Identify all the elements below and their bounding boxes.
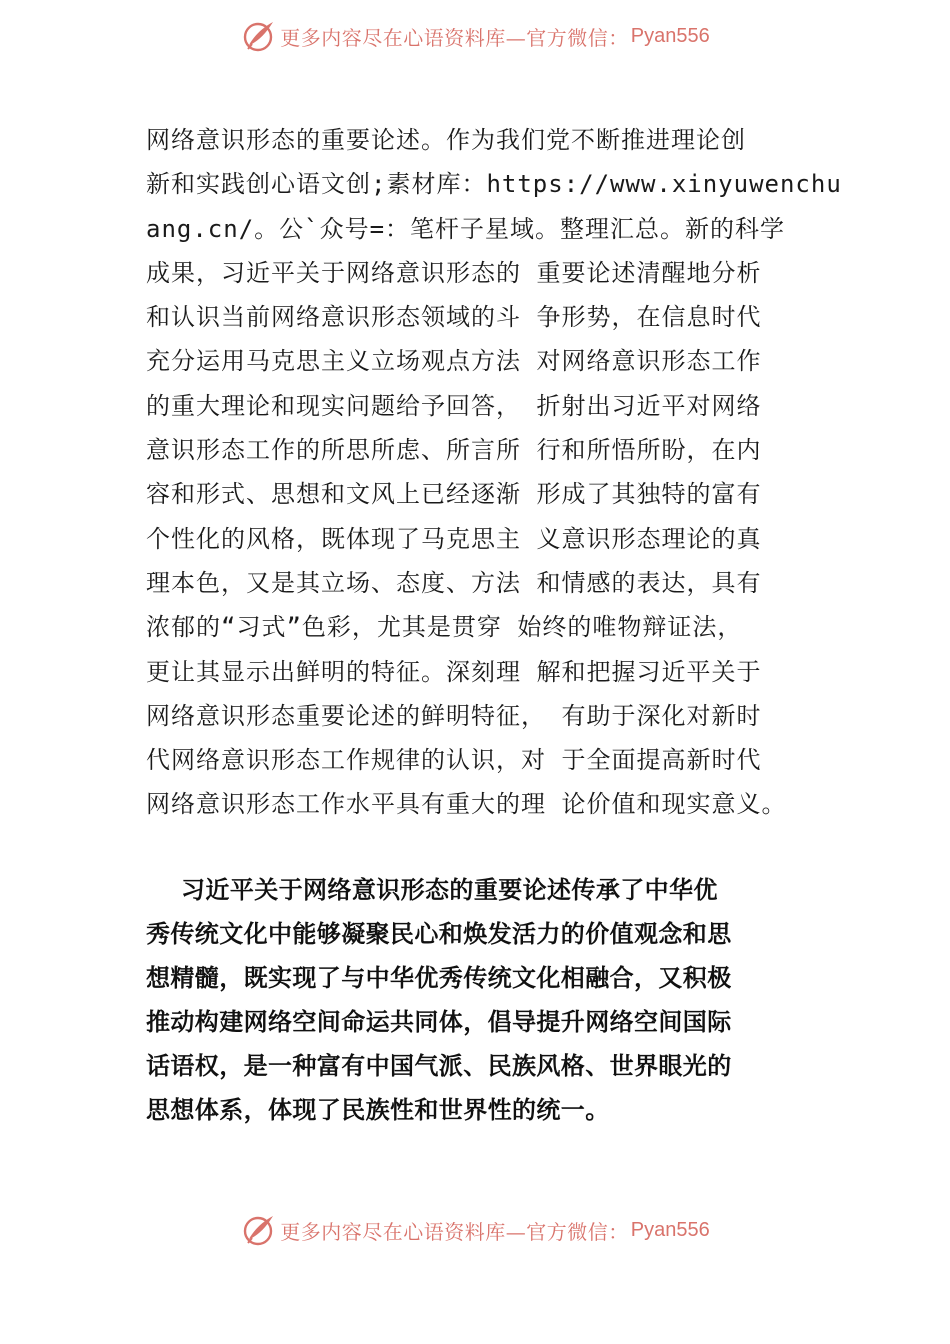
text-line: 容和形式、思想和文风上已经逐渐 形成了其独特的富有 bbox=[146, 480, 762, 509]
quill-logo-icon bbox=[240, 18, 276, 54]
wechat-id: Pyan556 bbox=[630, 24, 710, 47]
text-line: 充分运用马克思主义立场观点方法 对网络意识形态工作 bbox=[146, 347, 762, 376]
text-line: 网络意识形态重要论述的鲜明特征， 有助于深化对新时 bbox=[146, 701, 762, 730]
text-line: 浓郁的“习式”色彩，尤其是贯穿 始终的唯物辩证法， bbox=[146, 613, 743, 642]
text-line: 网络意识形态工作水平具有重大的理 论价值和现实意义。 bbox=[146, 790, 787, 819]
quill-logo-icon bbox=[240, 1212, 276, 1248]
text-line: 的重大理论和现实问题给予回答， 折射出习近平对网络 bbox=[146, 391, 762, 420]
footer-wechat-id: Pyan556 bbox=[630, 1218, 710, 1241]
footer-banner-text: 更多内容尽在心语资料库—官方微信： bbox=[280, 1219, 629, 1244]
text-line: 推动构建网络空间命运共同体，倡导提升网络空间国际 bbox=[146, 1008, 732, 1036]
text-line: 网络意识形态的重要论述。作为我们党不断推进理论创 bbox=[146, 126, 746, 154]
text-line: 个性化的风格，既体现了马克思主 义意识形态理论的真 bbox=[146, 524, 762, 553]
text-line: 想精髓，既实现了与中华优秀传统文化相融合，又积极 bbox=[146, 964, 732, 992]
text-line: 思想体系，体现了民族性和世界性的统一。 bbox=[146, 1096, 610, 1124]
section-2-paragraph bbox=[146, 868, 826, 1132]
header-banner bbox=[0, 16, 950, 56]
text-line: 成果，习近平关于网络意识形态的 重要论述清醒地分析 bbox=[146, 258, 762, 287]
text-line: 秀传统文化中能够凝聚民心和焕发活力的价值观念和思 bbox=[146, 920, 732, 948]
text-line: 习近平关于网络意识形态的重要论述传承了中华优 bbox=[146, 876, 718, 904]
text-line: 意识形态工作的所思所虑、所言所 行和所悟所盼，在内 bbox=[146, 436, 762, 465]
text-line: 新和实践创心语文创;素材库：https://www.xinyuwenchu bbox=[146, 170, 842, 199]
text-line: 理本色，又是其立场、态度、方法 和情感的表达，具有 bbox=[146, 568, 762, 597]
text-line: ang.cn/。公`众号=：笔杆子星域。整理汇总。新的科学 bbox=[146, 214, 786, 243]
text-line: 代网络意识形态工作规律的认识，对 于全面提高新时代 bbox=[146, 746, 762, 775]
text-line: 话语权，是一种富有中国气派、民族风格、世界眼光的 bbox=[146, 1052, 732, 1080]
text-line: 更让其显示出鲜明的特征。深刻理 解和把握习近平关于 bbox=[146, 657, 762, 686]
text-line: 和认识当前网络意识形态领域的斗 争形势，在信息时代 bbox=[146, 303, 762, 332]
banner-text: 更多内容尽在心语资料库—官方微信： bbox=[280, 25, 629, 50]
section-1-text bbox=[146, 118, 846, 827]
footer-banner bbox=[0, 1210, 950, 1250]
